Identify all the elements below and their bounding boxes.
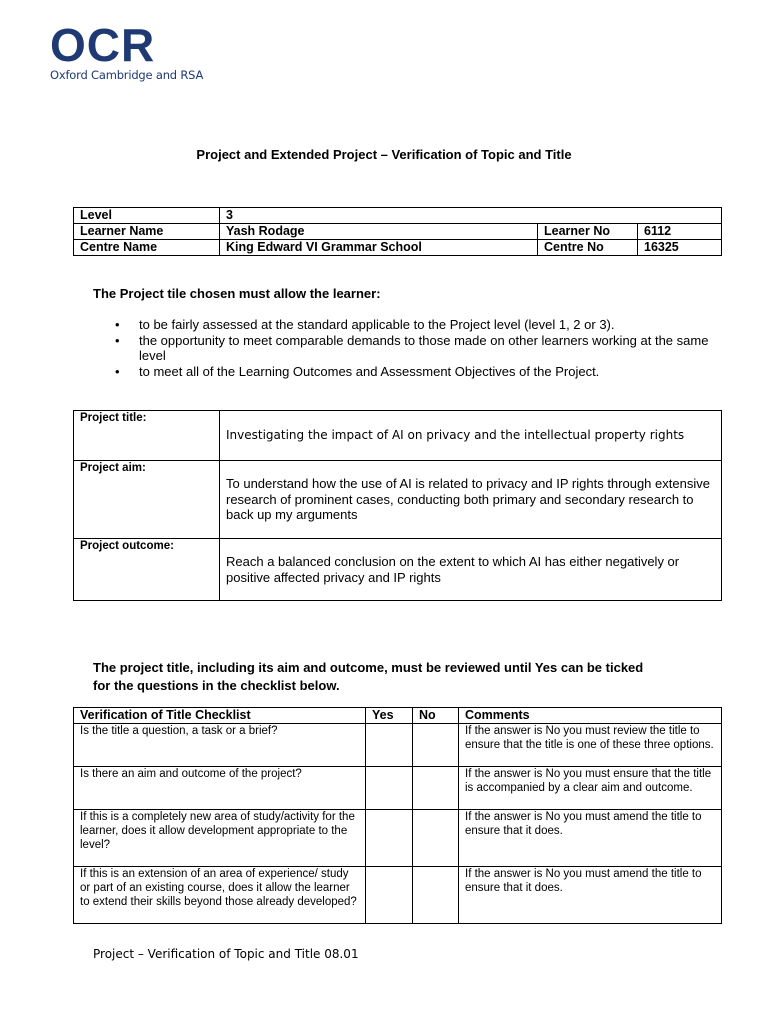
logo-wordmark: OCR (50, 19, 156, 71)
no-checkbox-cell[interactable] (413, 810, 459, 867)
checklist-comment: If the answer is No you must review the title to ensure that the title is one of these three options. (459, 724, 722, 767)
checklist-comment: If the answer is No you must ensure that the title is accompanied by a clear aim and outcome. (459, 767, 722, 810)
table-row (74, 240, 722, 256)
level-label: Level (74, 208, 220, 224)
header-question: Verification of Title Checklist (74, 708, 366, 724)
header-comments: Comments (459, 708, 722, 724)
project-details-table (73, 410, 722, 601)
yes-checkbox-cell[interactable] (366, 810, 413, 867)
project-title-value: Investigating the impact of AI on privacy and the intellectual property rights (226, 428, 685, 442)
review-instruction: The project title, including its aim and outcome, must be reviewed until Yes can be ticked for the questions in the checklist below. (93, 660, 644, 693)
table-row (74, 461, 722, 539)
verification-checklist-table (73, 707, 722, 924)
project-outcome-value: Reach a balanced conclusion on the extent to which AI has either negatively or positive affected privacy and IP rights (226, 554, 680, 585)
list-item: • to be fairly assessed at the standard applicable to the Project level (level 1, 2 or 3). (139, 317, 729, 333)
no-checkbox-cell[interactable] (413, 867, 459, 924)
learner-name-value: Yash Rodage (220, 224, 538, 240)
checklist-question: If this is a completely new area of study/activity for the learner, does it allow development appropriate to the level? (74, 810, 366, 867)
yes-checkbox-cell[interactable] (366, 767, 413, 810)
requirements-list (93, 317, 729, 379)
header-yes: Yes (366, 708, 413, 724)
project-aim-value: To understand how the use of AI is related to privacy and IP rights through extensive research of prominent cases, conducting both primary and secondary research to back up my arguments (226, 476, 710, 522)
centre-name-value: King Edward VI Grammar School (220, 240, 538, 256)
page-footer: Project – Verification of Topic and Title 08.01 (93, 947, 359, 961)
project-aim-label: Project aim: (74, 461, 220, 539)
document-title: Project and Extended Project – Verification of Topic and Title (196, 147, 572, 162)
table-row (74, 208, 722, 224)
no-checkbox-cell[interactable] (413, 767, 459, 810)
table-row (74, 767, 722, 810)
table-row (74, 810, 722, 867)
header-no: No (413, 708, 459, 724)
intro-heading: The Project tile chosen must allow the learner: (93, 286, 381, 301)
project-outcome-cell (220, 539, 722, 601)
list-item: • the opportunity to meet comparable demands to those made on other learners working at the same level (139, 333, 729, 364)
table-row (74, 867, 722, 924)
learner-no-value: 6112 (638, 224, 722, 240)
list-item: • to meet all of the Learning Outcomes and Assessment Objectives of the Project. (139, 364, 729, 380)
learner-name-label: Learner Name (74, 224, 220, 240)
checklist-question: If this is an extension of an area of experience/ study or part of an existing course, does it allow the learner to extend their skills beyond those already developed? (74, 867, 366, 924)
yes-checkbox-cell[interactable] (366, 867, 413, 924)
project-title-label: Project title: (74, 411, 220, 461)
yes-checkbox-cell[interactable] (366, 724, 413, 767)
table-row (74, 539, 722, 601)
no-checkbox-cell[interactable] (413, 724, 459, 767)
project-title-cell (220, 411, 722, 461)
centre-no-value: 16325 (638, 240, 722, 256)
table-row (74, 411, 722, 461)
ocr-logo (50, 19, 210, 82)
table-header-row (74, 708, 722, 724)
checklist-question: Is the title a question, a task or a brief? (74, 724, 366, 767)
checklist-comment: If the answer is No you must amend the title to ensure that it does. (459, 810, 722, 867)
project-outcome-label: Project outcome: (74, 539, 220, 601)
learner-info-table (73, 207, 722, 256)
table-row (74, 224, 722, 240)
table-row (74, 724, 722, 767)
level-value: 3 (220, 208, 722, 224)
learner-no-label: Learner No (538, 224, 638, 240)
centre-name-label: Centre Name (74, 240, 220, 256)
project-aim-cell (220, 461, 722, 539)
checklist-question: Is there an aim and outcome of the project? (74, 767, 366, 810)
logo-subtitle: Oxford Cambridge and RSA (50, 68, 204, 82)
checklist-comment: If the answer is No you must amend the title to ensure that it does. (459, 867, 722, 924)
centre-no-label: Centre No (538, 240, 638, 256)
